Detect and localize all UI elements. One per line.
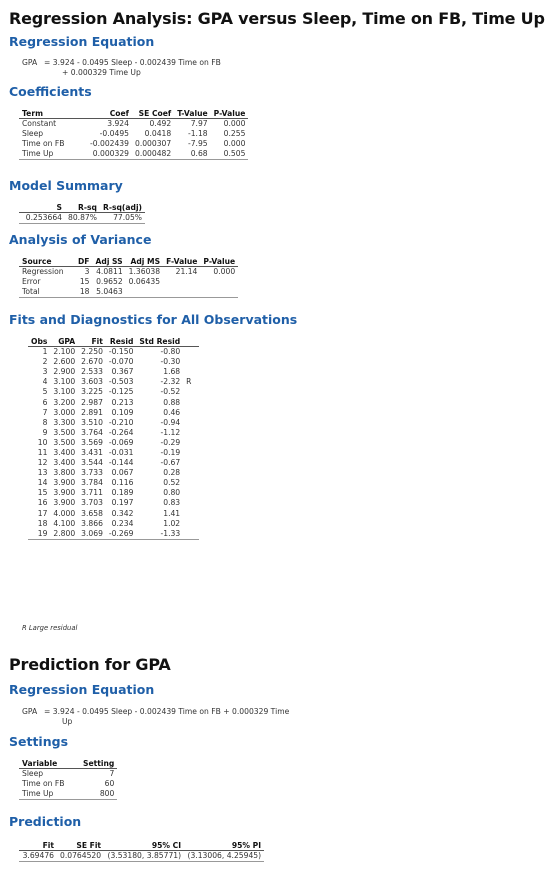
table-row <box>28 428 199 438</box>
table-row <box>28 397 199 407</box>
table-row <box>19 149 248 160</box>
table-cell: 3.225 <box>81 387 103 397</box>
table-cell: -0.80 <box>160 347 181 357</box>
table-cell: 3.500 <box>53 427 76 437</box>
table-cell: 0.116 <box>111 478 134 488</box>
residual-flag <box>183 458 199 468</box>
table-cell: 4.100 <box>53 518 76 528</box>
table-cell: -1.12 <box>160 427 181 437</box>
table-row <box>28 458 199 468</box>
table-cell: 0.197 <box>111 498 134 508</box>
table-cell: 80.87% <box>65 213 100 224</box>
table-cell: 60 <box>104 779 115 789</box>
table-cell: -0.29 <box>160 437 181 447</box>
table-cell: -0.94 <box>160 417 181 427</box>
table-cell: 0.255 <box>223 129 246 139</box>
column-header: Std Resid <box>136 336 183 347</box>
table-cell: 1.02 <box>163 518 181 528</box>
table-cell: 0.342 <box>111 508 134 518</box>
coefficients-table <box>19 108 248 160</box>
table-cell: (3.13006, 4.25945) <box>184 851 264 862</box>
table-cell: -1.33 <box>136 529 183 540</box>
table-cell: 9 <box>42 427 48 437</box>
table-cell: Regression <box>22 267 64 277</box>
table-cell: 0.000 <box>213 267 236 277</box>
table-cell: 2 <box>42 357 48 367</box>
table-row <box>19 769 117 780</box>
model-summary-heading: Model Summary <box>9 178 123 193</box>
table-cell: 0.9652 <box>96 277 123 287</box>
table-cell: 3.764 <box>81 427 103 437</box>
table-cell: Time Up <box>19 149 87 160</box>
column-header: R-sq <box>65 202 100 213</box>
table-cell: -0.19 <box>160 447 181 457</box>
table-cell: 7.97 <box>190 119 208 129</box>
table-cell: 14 <box>37 478 48 488</box>
column-header: F-Value <box>163 256 200 267</box>
table-cell: 6 <box>42 397 48 407</box>
column-header: S <box>19 202 65 213</box>
column-header: Obs <box>28 336 50 347</box>
table-row <box>28 367 199 377</box>
table-cell: 2.250 <box>81 347 103 357</box>
column-header: Fit <box>19 840 57 851</box>
table-cell: 13 <box>37 468 48 478</box>
equation-line1: 3.924 - 0.0495 Sleep - 0.002439 Time on FB <box>52 58 221 67</box>
column-header: Variable <box>19 758 80 769</box>
large-residual-footnote: R Large residual <box>22 624 78 632</box>
table-row <box>28 519 199 529</box>
table-cell: 2.533 <box>81 367 103 377</box>
table-row <box>19 213 145 224</box>
table-row <box>28 468 199 478</box>
model-summary-table <box>19 202 145 224</box>
table-cell: 0.000 <box>223 139 246 149</box>
table-cell: -0.0495 <box>99 129 129 139</box>
table-cell: 12 <box>37 458 48 468</box>
anova-header-row <box>19 256 238 267</box>
table-cell: 3.900 <box>53 478 76 488</box>
column-header: SE Fit <box>57 840 104 851</box>
table-cell: Time on FB <box>22 779 65 789</box>
equation-eq-sign: = <box>44 58 51 67</box>
table-cell: 0.28 <box>163 468 181 478</box>
regression-equation <box>22 58 221 78</box>
table-cell: 0.52 <box>163 478 181 488</box>
table-cell: 3.900 <box>53 498 76 508</box>
table-cell <box>200 287 238 298</box>
column-header: P-Value <box>211 108 249 119</box>
column-header: Coef <box>87 108 132 119</box>
table-cell: 0.0764520 <box>57 851 104 862</box>
table-cell: 3.544 <box>81 458 103 468</box>
column-header: Fit <box>78 336 106 347</box>
table-cell: 3.400 <box>53 447 76 457</box>
table-cell: 0.367 <box>111 367 134 377</box>
table-cell: -0.144 <box>108 458 134 468</box>
table-cell: 4 <box>42 377 48 387</box>
equation-lhs: GPA <box>22 707 38 716</box>
table-cell: 0.0418 <box>144 129 172 139</box>
table-cell: 3.900 <box>53 488 76 498</box>
coefficients-header-row <box>19 108 248 119</box>
residual-flag <box>183 448 199 458</box>
table-cell: 0.505 <box>211 149 249 160</box>
table-cell: -0.031 <box>108 447 134 457</box>
table-cell: -0.67 <box>160 458 181 468</box>
table-cell: 3.431 <box>81 447 103 457</box>
table-cell: -0.150 <box>108 347 134 357</box>
table-cell: 0.68 <box>174 149 210 160</box>
equation-lhs: GPA <box>22 58 38 67</box>
table-cell: -7.95 <box>187 139 208 149</box>
table-cell: 2.891 <box>81 407 103 417</box>
table-cell: 800 <box>80 789 117 800</box>
table-row <box>28 448 199 458</box>
table-cell: -0.264 <box>108 427 134 437</box>
residual-flag <box>183 408 199 418</box>
table-cell: -0.52 <box>160 387 181 397</box>
table-cell <box>200 277 238 287</box>
column-header: 95% PI <box>184 840 264 851</box>
table-cell: 5 <box>42 387 48 397</box>
table-cell: -0.070 <box>108 357 134 367</box>
fits-table-body <box>28 347 199 540</box>
table-cell <box>163 277 200 287</box>
table-row <box>19 267 238 278</box>
residual-flag <box>183 438 199 448</box>
table-cell: 3 <box>84 267 90 277</box>
table-cell: 3.784 <box>81 478 103 488</box>
table-cell: Sleep <box>22 769 44 779</box>
table-cell: 0.06435 <box>128 277 161 287</box>
fits-heading: Fits and Diagnostics for All Observations <box>9 312 298 327</box>
residual-flag <box>183 519 199 529</box>
column-header: Source <box>19 256 75 267</box>
column-header: Term <box>19 108 87 119</box>
table-cell: 3.100 <box>53 377 76 387</box>
table-cell: 3.800 <box>53 468 76 478</box>
table-cell: 17 <box>37 508 48 518</box>
table-cell: 3.658 <box>81 508 103 518</box>
table-cell: 0.000 <box>223 119 246 129</box>
table-cell: 3.866 <box>81 518 103 528</box>
table-row <box>19 139 248 149</box>
table-cell: Total <box>19 287 75 298</box>
prediction-equation-line-1 <box>22 707 289 717</box>
table-cell: 2.600 <box>53 357 76 367</box>
settings-header-row <box>19 758 117 769</box>
model-summary-header-row <box>19 202 145 213</box>
equation-line-1 <box>22 58 221 68</box>
table-cell: 15 <box>37 488 48 498</box>
table-cell: 3.711 <box>81 488 103 498</box>
table-cell: 0.492 <box>149 119 172 129</box>
table-cell: 0.253664 <box>19 213 65 224</box>
equation-line1: 3.924 - 0.0495 Sleep - 0.002439 Time on FB + 0.000329 Time <box>52 707 290 716</box>
equation-eq-sign: = <box>44 707 51 716</box>
regression-equation-heading: Regression Equation <box>9 34 155 49</box>
table-cell: 0.234 <box>111 518 134 528</box>
table-row <box>19 277 238 287</box>
table-cell: 0.189 <box>111 488 134 498</box>
table-cell: 2.900 <box>53 367 76 377</box>
table-cell: 0.000482 <box>132 149 174 160</box>
column-header: Setting <box>80 758 117 769</box>
table-cell: 77.05% <box>100 213 145 224</box>
column-header: T-Value <box>174 108 210 119</box>
residual-flag <box>183 387 199 397</box>
table-cell: -0.269 <box>106 529 136 540</box>
table-cell: 2.800 <box>50 529 78 540</box>
residual-flag <box>183 468 199 478</box>
table-row <box>28 347 199 358</box>
settings-table <box>19 758 117 800</box>
table-cell: 3.69476 <box>19 851 57 862</box>
table-cell: 8 <box>42 417 48 427</box>
residual-flag <box>183 488 199 498</box>
table-cell: 4.000 <box>53 508 76 518</box>
table-row <box>28 377 199 387</box>
table-cell <box>163 287 200 298</box>
table-cell: 3.569 <box>81 437 103 447</box>
table-row <box>19 287 238 298</box>
table-cell: -0.069 <box>108 437 134 447</box>
residual-flag <box>183 478 199 488</box>
table-cell: 3.703 <box>81 498 103 508</box>
residual-flag <box>183 418 199 428</box>
table-cell: 2.987 <box>81 397 103 407</box>
residual-flag <box>183 428 199 438</box>
prediction-equation-heading: Regression Equation <box>9 682 155 697</box>
table-row <box>19 851 264 862</box>
table-cell: 19 <box>28 529 50 540</box>
fits-table <box>28 336 199 540</box>
prediction-heading: Prediction <box>9 814 82 829</box>
table-cell: 7 <box>42 407 48 417</box>
column-header: P-Value <box>200 256 238 267</box>
prediction-table <box>19 840 264 862</box>
prediction-equation-line-2: Up <box>62 717 73 726</box>
table-row <box>19 119 248 130</box>
table-cell: -0.210 <box>108 417 134 427</box>
column-header: Adj MS <box>126 256 163 267</box>
table-cell: 18 <box>37 518 48 528</box>
table-cell: 0.83 <box>163 498 181 508</box>
table-cell: 0.213 <box>111 397 134 407</box>
table-row <box>28 387 199 397</box>
table-row <box>28 488 199 498</box>
residual-flag <box>183 347 199 358</box>
column-header <box>183 336 199 347</box>
table-cell: 3.500 <box>53 437 76 447</box>
table-cell: 3.100 <box>53 387 76 397</box>
prediction-header-row <box>19 840 264 851</box>
table-cell: 0.88 <box>163 397 181 407</box>
table-cell: 0.000329 <box>87 149 132 160</box>
table-row <box>28 357 199 367</box>
equation-line-2: + 0.000329 Time Up <box>62 68 141 77</box>
column-header: 95% CI <box>104 840 184 851</box>
table-cell: 15 <box>79 277 90 287</box>
table-cell: 3.603 <box>81 377 103 387</box>
table-cell: 21.14 <box>175 267 198 277</box>
table-cell: 10 <box>37 437 48 447</box>
column-header: Adj SS <box>93 256 126 267</box>
table-cell: -0.503 <box>108 377 134 387</box>
table-cell: 1.41 <box>163 508 181 518</box>
table-cell: 3.300 <box>53 417 76 427</box>
table-cell: (3.53180, 3.85771) <box>104 851 184 862</box>
table-cell: -0.125 <box>108 387 134 397</box>
table-cell <box>126 287 163 298</box>
prediction-title: Prediction for GPA <box>9 655 171 674</box>
table-cell: 3.733 <box>81 468 103 478</box>
table-cell: 0.067 <box>111 468 134 478</box>
table-cell: 4.0811 <box>96 267 123 277</box>
table-cell: 2.670 <box>81 357 103 367</box>
residual-flag <box>183 498 199 508</box>
table-cell: 18 <box>75 287 93 298</box>
settings-heading: Settings <box>9 734 69 749</box>
table-cell: 16 <box>37 498 48 508</box>
table-cell: 0.109 <box>111 407 134 417</box>
table-cell: Time Up <box>19 789 80 800</box>
table-cell: 0.80 <box>163 488 181 498</box>
table-row <box>28 509 199 519</box>
table-row <box>19 789 117 800</box>
table-row <box>28 498 199 508</box>
residual-flag <box>183 529 199 540</box>
table-cell: 3.000 <box>53 407 76 417</box>
table-cell: 3.924 <box>107 119 129 129</box>
residual-flag <box>183 367 199 377</box>
column-header: SE Coef <box>132 108 174 119</box>
table-cell: -1.18 <box>187 129 208 139</box>
residual-flag <box>183 397 199 407</box>
table-cell: Constant <box>22 119 57 129</box>
table-cell: 3.069 <box>78 529 106 540</box>
table-cell: -2.32 <box>160 377 181 387</box>
anova-table <box>19 256 238 298</box>
table-cell: 0.000307 <box>134 139 172 149</box>
column-header: R-sq(adj) <box>100 202 145 213</box>
column-header: Resid <box>106 336 136 347</box>
table-cell: Error <box>22 277 41 287</box>
table-row <box>28 408 199 418</box>
table-cell: 1.68 <box>163 367 181 377</box>
residual-flag <box>183 509 199 519</box>
table-cell: 1.36038 <box>128 267 161 277</box>
table-cell: 0.46 <box>163 407 181 417</box>
residual-flag <box>183 357 199 367</box>
table-cell: Sleep <box>22 129 44 139</box>
table-row <box>19 129 248 139</box>
table-row <box>28 529 199 540</box>
column-header: DF <box>75 256 93 267</box>
anova-heading: Analysis of Variance <box>9 232 152 247</box>
table-cell: 3.200 <box>53 397 76 407</box>
table-cell: 3.400 <box>53 458 76 468</box>
table-cell: 2.100 <box>53 347 76 357</box>
fits-header-row <box>28 336 199 347</box>
column-header: GPA <box>50 336 78 347</box>
table-cell: Time on FB <box>22 139 65 149</box>
table-cell: 7 <box>109 769 115 779</box>
table-row <box>19 779 117 789</box>
table-cell: 11 <box>37 447 48 457</box>
table-cell: -0.002439 <box>90 139 129 149</box>
table-cell: -0.30 <box>160 357 181 367</box>
table-row <box>28 418 199 428</box>
residual-flag: R <box>186 377 192 387</box>
page-title: Regression Analysis: GPA versus Sleep, Time on FB, Time Up <box>9 9 545 28</box>
prediction-equation <box>22 707 289 727</box>
table-row <box>28 478 199 488</box>
table-cell: 3.510 <box>81 417 103 427</box>
table-cell: 3 <box>42 367 48 377</box>
table-row <box>28 438 199 448</box>
table-cell: 1 <box>42 347 48 357</box>
table-cell: 5.0463 <box>93 287 126 298</box>
coefficients-heading: Coefficients <box>9 84 92 99</box>
